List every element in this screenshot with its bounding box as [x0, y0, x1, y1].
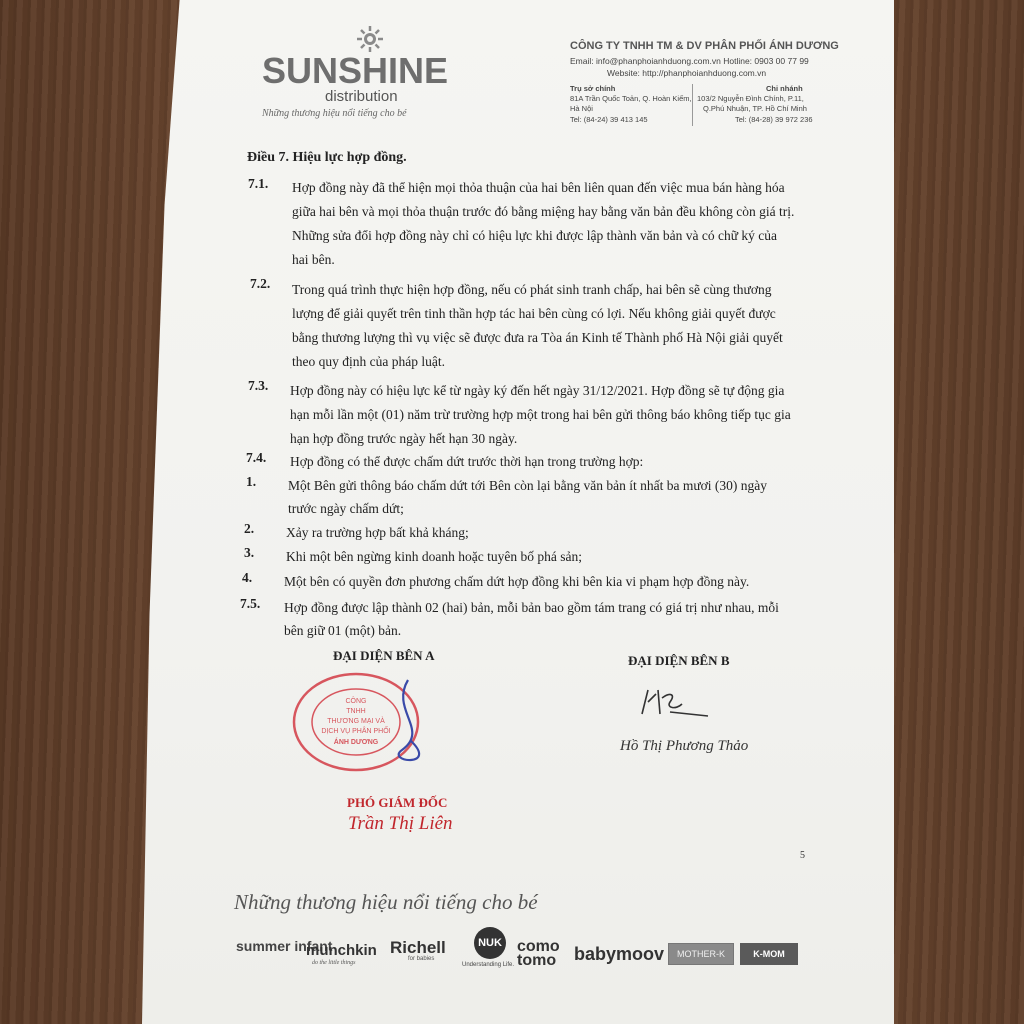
- logo-wordmark: SUNSHINE: [262, 50, 449, 91]
- clause-line: bên giữ 01 (một) bản.: [284, 623, 402, 638]
- clause-line: Hợp đồng này có hiệu lực kể từ ngày ký đến hết ngày 31/12/2021. Hợp đồng sẽ tự động gia: [290, 383, 785, 398]
- head-office-label: Trụ sở chính: [570, 84, 616, 93]
- brand-como-tomo: como tomo: [517, 938, 560, 969]
- party-b-signature-icon: [636, 684, 710, 724]
- nuk-caption: Understanding Life.: [462, 962, 515, 968]
- svg-text:CÔNG: CÔNG: [345, 698, 367, 705]
- clause-line: theo quy định của pháp luật.: [292, 354, 445, 369]
- brand-nuk: NUK: [474, 927, 506, 959]
- branch-label: Chi nhánh: [766, 84, 803, 93]
- clause-line: Trong quá trình thực hiện hợp đồng, nếu có phát sinh tranh chấp, hai bên sẽ cùng thương: [292, 282, 772, 297]
- logo-tagline: Những thương hiệu nổi tiếng cho bé: [262, 108, 407, 119]
- clause-line: bằng thương lượng thì vụ việc sẽ được đưa ra Tòa án Kinh tế Thành phố Hà Nội giải quyết: [292, 330, 783, 345]
- logo-subtitle: distribution: [325, 88, 398, 105]
- header-divider: [692, 84, 693, 126]
- company-stamp-icon: [290, 670, 422, 774]
- sub-item-number: 4.: [242, 570, 253, 585]
- party-b-title: ĐẠI DIỆN BÊN B: [628, 653, 730, 668]
- clause-number: 7.1.: [248, 176, 269, 191]
- svg-text:ÁNH DƯƠNG: ÁNH DƯƠNG: [333, 739, 379, 746]
- clause-number: 7.5.: [240, 596, 261, 611]
- branch-tel: Tel: (84-28) 39 972 236: [735, 115, 813, 124]
- brand-munchkin: munchkin: [306, 942, 377, 959]
- clause-line: Hợp đồng này đã thể hiện mọi thỏa thuận của hai bên liên quan đến việc mua bán hàng hóa: [292, 180, 785, 195]
- party-a-title: ĐẠI DIỆN BÊN A: [333, 648, 435, 663]
- svg-text:DỊCH VỤ PHÂN PHỐI: DỊCH VỤ PHÂN PHỐI: [321, 728, 391, 735]
- brand-babymoov: babymoov: [574, 944, 665, 964]
- sub-item-line: Một bên có quyền đơn phương chấm dứt hợp đồng khi bên kia vi phạm hợp đồng này.: [284, 574, 750, 589]
- footer-tagline: Những thương hiệu nổi tiếng cho bé: [234, 890, 538, 914]
- sub-item-line: Khi một bên ngừng kinh doanh hoặc tuyên bố phá sản;: [286, 549, 583, 564]
- clause-line: hạn hợp đồng trước ngày hết hạn 30 ngày.: [290, 431, 518, 446]
- party-a-position: PHÓ GIÁM ĐỐC: [347, 795, 448, 810]
- richell-caption: for babies: [408, 956, 435, 962]
- head-office-address-1: 81A Trần Quốc Toản, Q. Hoàn Kiếm,: [570, 94, 692, 103]
- clause-number: 7.2.: [250, 276, 271, 291]
- clause-line: hai bên.: [292, 252, 335, 267]
- page-number: 5: [800, 850, 805, 861]
- clause-line: giữa hai bên và mọi thỏa thuận trước đó bằng miệng hay bằng văn bản đều không còn giá trị.: [292, 204, 795, 219]
- head-office-tel: Tel: (84-24) 39 413 145: [570, 115, 648, 124]
- branch-address-1: 103/2 Nguyễn Đình Chính, P.11,: [697, 94, 804, 103]
- clause-line: hạn mỗi lần một (01) năm trừ trường hợp một trong hai bên gửi thông báo không tiếp tục gia: [290, 407, 791, 422]
- article-heading: Điều 7. Hiệu lực hợp đồng.: [247, 150, 407, 165]
- brand-richell: Richell: [390, 938, 446, 957]
- party-a-name: Trần Thị Liên: [348, 813, 453, 834]
- clause-line: Hợp đồng có thể được chấm dứt trước thời hạn trong trường hợp:: [290, 454, 644, 469]
- clause-number: 7.3.: [248, 378, 269, 393]
- clause-line: Hợp đồng được lập thành 02 (hai) bản, mỗi bản bao gồm tám trang có giá trị như nhau, mỗi: [284, 600, 779, 615]
- head-office-address-2: Hà Nội: [570, 104, 593, 113]
- sub-item-line: trước ngày chấm dứt;: [288, 501, 404, 516]
- svg-text:TNHH: TNHH: [346, 708, 366, 715]
- company-website: Website: http://phanphoianhduong.com.vn: [607, 68, 767, 78]
- party-b-name: Hồ Thị Phương Thảo: [620, 738, 749, 754]
- clause-line: lượng để giải quyết trên tinh thần hợp tác hai bên cùng có lợi. Nếu không giải quyết được: [292, 306, 776, 321]
- sub-item-line: Xảy ra trường hợp bất khả kháng;: [286, 525, 469, 540]
- company-email-hotline: Email: info@phanphoianhduong.com.vn Hotline: 0903 00 77 99: [570, 56, 809, 66]
- sub-item-number: 1.: [246, 474, 257, 489]
- brand-mother-k: MOTHER-K: [668, 943, 734, 965]
- sub-item-number: 2.: [244, 521, 255, 536]
- svg-text:THƯƠNG MẠI VÀ: THƯƠNG MẠI VÀ: [327, 718, 385, 725]
- clause-line: Những sửa đổi hợp đồng này chỉ có hiệu lực khi được lập thành văn bản và có chữ ký của: [292, 228, 777, 243]
- munchkin-caption: do the little things: [312, 960, 356, 966]
- brand-k-mom: K-MOM: [740, 943, 798, 965]
- sub-item-number: 3.: [244, 545, 255, 560]
- brand-summer-infant: summer infant: [236, 938, 333, 954]
- clause-number: 7.4.: [246, 450, 267, 465]
- company-name: CÔNG TY TNHH TM & DV PHÂN PHỐI ÁNH DƯƠNG: [570, 40, 839, 52]
- sub-item-line: Một Bên gửi thông báo chấm dứt tới Bên còn lại bằng văn bản ít nhất ba mươi (30) ngày: [288, 478, 768, 493]
- branch-address-2: Q.Phú Nhuận, TP. Hồ Chí Minh: [703, 104, 807, 113]
